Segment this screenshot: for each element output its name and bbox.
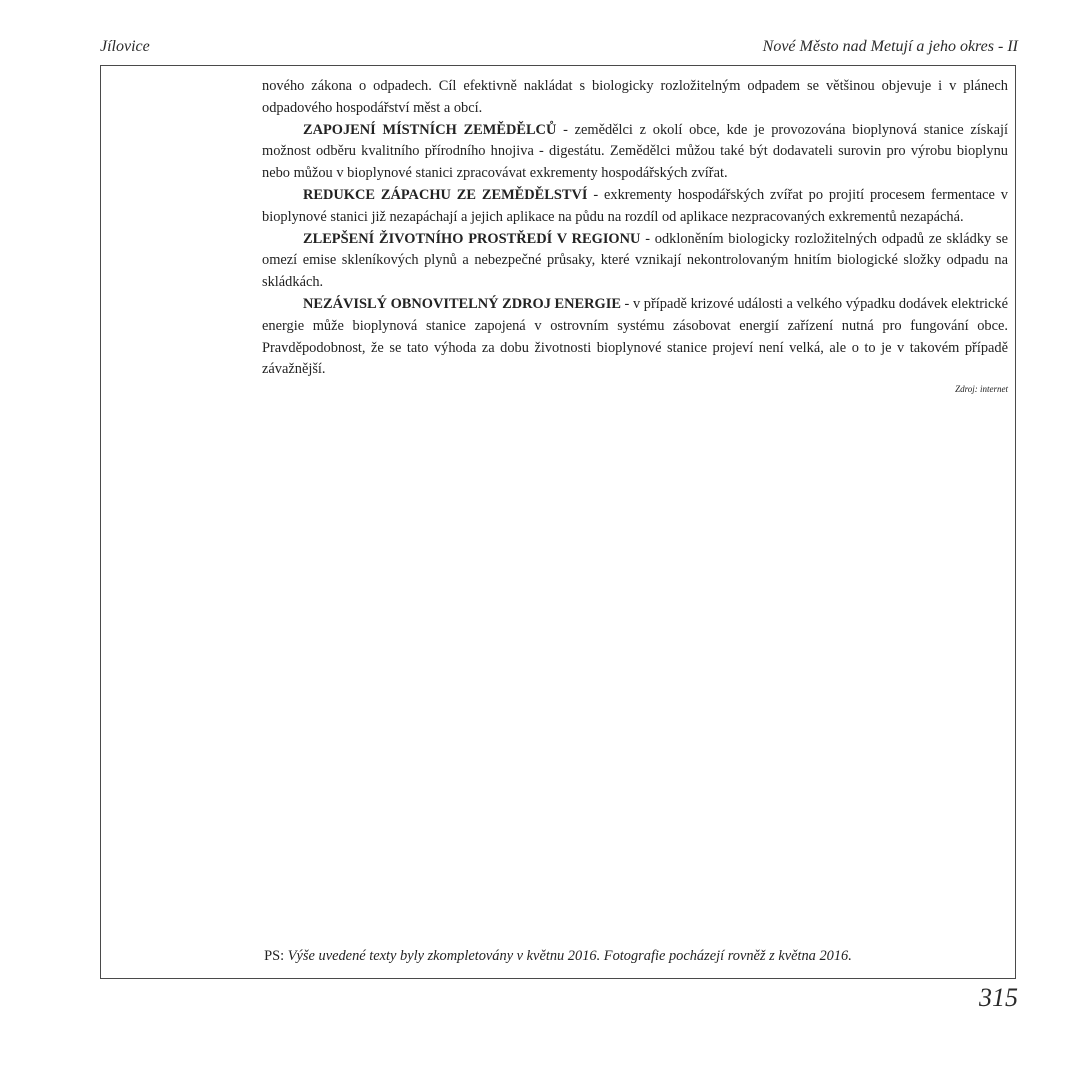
paragraph-farmers — [262, 120, 1008, 185]
paragraph-text: - zemědělci z okolí obce, kde je provozována bioplynová stanice získají možnost odběru kvalitního přírodního hnojiva - digestátu. Zemědělci můžou také být dodavateli surovin pro výrobu bioplynu nebo můžou v bioplynové stanici zpracovávat exkrementy hospodářských zvířat. — [262, 121, 1008, 182]
postscript — [101, 948, 1015, 965]
paragraph-heading: REDUKCE ZÁPACHU ZE ZEMĚDĚLSTVÍ — [303, 186, 588, 203]
paragraph-text: nového zákona o odpadech. Cíl efektivně nakládat s biologicky rozložitelným odpadem se většinou objevuje i v plánech odpadového hospodářství měst a obcí. — [262, 78, 1008, 116]
paragraph-heading: NEZÁVISLÝ OBNOVITELNÝ ZDROJ ENERGIE — [303, 295, 621, 312]
page-number: 315 — [979, 983, 1018, 1012]
paragraph-heading: ZAPOJENÍ MÍSTNÍCH ZEMĚDĚLCŮ — [303, 121, 557, 138]
source-note: Zdroj: internet — [955, 384, 1008, 395]
paragraph-heading: ZLEPŠENÍ ŽIVOTNÍHO PROSTŘEDÍ V REGIONU — [303, 230, 641, 247]
running-header-right: Nové Město nad Metují a jeho okres - II — [762, 38, 1018, 55]
paragraph-text: - odkloněním biologicky rozložitelných odpadů ze skládky se omezí emise skleníkových plynů a nebezpečné průsaky, které vznikají nekontrolovaným hnitím biologické složky odpadu na skládkách. — [262, 230, 1008, 291]
paragraph-energy — [262, 294, 1008, 381]
postscript-prefix: PS: — [264, 948, 288, 964]
paragraph-text: - v případě krizové události a velkého výpadku dodávek elektrické energie může bioplynová stanice zapojená v ostrovním systému zásobovat energií zařízení nutná pro fungování obce. Pravděpodobnost, že se tato výhoda za dobu životnosti bioplynové stanice projeví není velká, ale o to je v takovém případě závažnější. — [262, 295, 1009, 378]
postscript-text: Výše uvedené texty byly zkompletovány v květnu 2016. Fotografie pocházejí rovněž z května 2016. — [287, 948, 852, 964]
running-header-left: Jílovice — [100, 38, 150, 55]
paragraph-environment — [262, 229, 1008, 294]
paragraph-continuation — [262, 76, 1008, 120]
paragraph-odor — [262, 185, 1008, 229]
body-text — [262, 76, 1008, 395]
content-frame — [100, 65, 1016, 979]
paragraph-text: - exkrementy hospodářských zvířat po projití procesem fermentace v bioplynové stanici již nezapáchají a jejich aplikace na půdu na rozdíl od aplikace nezpracovaných exkrementů nezapáchá. — [262, 186, 1008, 225]
